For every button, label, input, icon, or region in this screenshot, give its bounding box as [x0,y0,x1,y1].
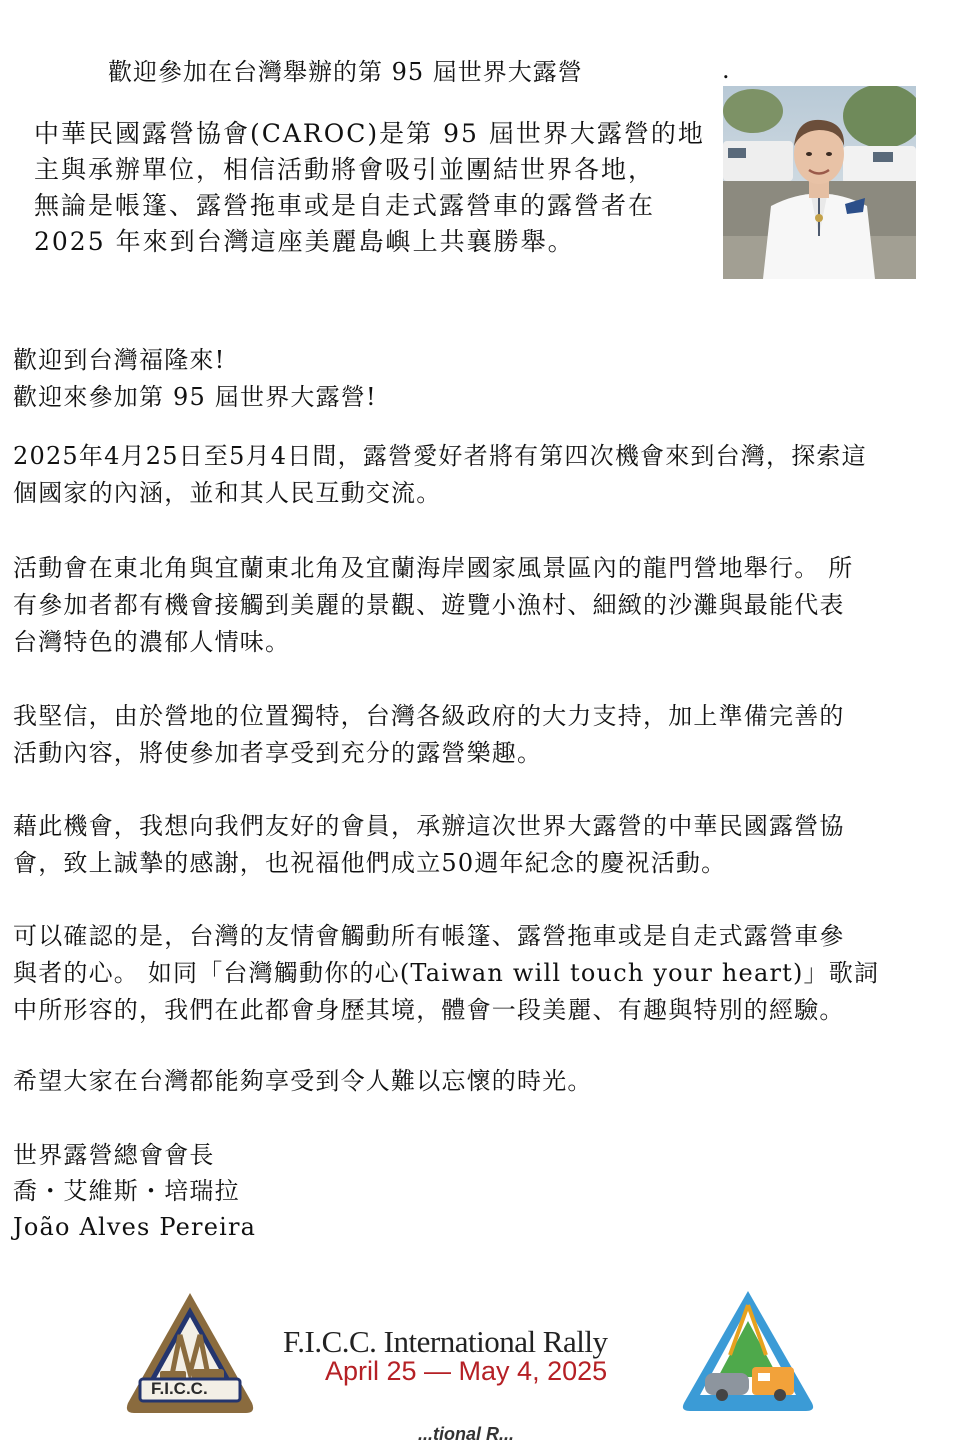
portrait-photo [723,86,916,279]
paragraph-line: 希望大家在台灣都能夠享受到令人難以忘懷的時光。 [13,1067,593,1095]
title-dot: . [722,56,730,84]
paragraph-line: 個國家的內涵，並和其人民互動交流。 [13,479,442,507]
page-title: 歡迎參加在台灣舉辦的第 95 屆世界大露營 [108,58,583,86]
paragraph-dates [13,438,958,512]
paragraph-line: 活動會在東北角與宜蘭東北角及宜蘭海岸國家風景區內的龍門營地舉行。 所 [13,554,854,582]
signature-name-zh: 喬・艾維斯・培瑞拉 [13,1177,240,1205]
paragraph-wishes [13,1063,958,1100]
paragraph-line: 2025年4月25日至5月4日間，露營愛好者將有第四次機會來到台灣，探索這 [13,442,867,470]
intro-line: 無論是帳篷、露營拖車或是自走式露營車的露營者在 [34,191,656,220]
rally-dates: April 25 — May 4, 2025 [325,1356,608,1386]
intro-line: 2025 年來到台灣這座美麗島嶼上共襄勝舉。 [34,227,575,256]
greeting [13,342,958,416]
caroc-logo-icon [683,1291,813,1411]
paragraph-heart [13,918,958,1029]
greeting-line: 歡迎到台灣福隆來! [13,346,226,374]
paragraph-line: 與者的心。 如同「台灣觸動你的心(Taiwan will touch your heart)」歌詞 [13,959,880,987]
signature-name-en: João Alves Pereira [13,1213,257,1241]
paragraph-venue [13,550,958,661]
paragraph-line: 我堅信，由於營地的位置獨特，台灣各級政府的大力支持，加上準備完善的 [13,702,845,730]
intro-line: 中華民國露營協會(CAROC)是第 95 屆世界大露營的地 [34,119,705,148]
ficc-logo-text: F.I.C.C. [151,1379,208,1398]
intro-line: 主與承辦單位，相信活動將會吸引並團結世界各地， [34,155,656,184]
intro-paragraph [34,116,709,260]
partial-banner-text: ...tional R... [418,1424,515,1444]
paragraph-thanks [13,808,958,882]
portrait-icon [723,86,916,279]
rally-banner [0,1285,971,1444]
paragraph-line: 有參加者都有機會接觸到美麗的景觀、遊覽小漁村、細緻的沙灘與最能代表 [13,591,845,619]
paragraph-line: 台灣特色的濃郁人情味。 [13,628,291,656]
paragraph-belief [13,698,958,772]
signature-role: 世界露營總會會長 [13,1141,215,1169]
rally-title: F.I.C.C. International Rally [283,1324,608,1359]
signature-block [13,1137,958,1245]
paragraph-line: 藉此機會，我想向我們友好的會員，承辦這次世界大露營的中華民國露營協 [13,812,845,840]
paragraph-line: 活動內容，將使參加者享受到充分的露營樂趣。 [13,739,543,767]
paragraph-line: 可以確認的是，台灣的友情會觸動所有帳篷、露營拖車或是自走式露營車參 [13,922,845,950]
paragraph-line: 會，致上誠摯的感謝，也祝福他們成立50週年紀念的慶祝活動。 [13,849,727,877]
paragraph-line: 中所形容的，我們在此都會身歷其境，體會一段美麗、有趣與特別的經驗。 [13,996,845,1024]
greeting-line: 歡迎來參加第 95 屆世界大露營! [13,383,377,411]
